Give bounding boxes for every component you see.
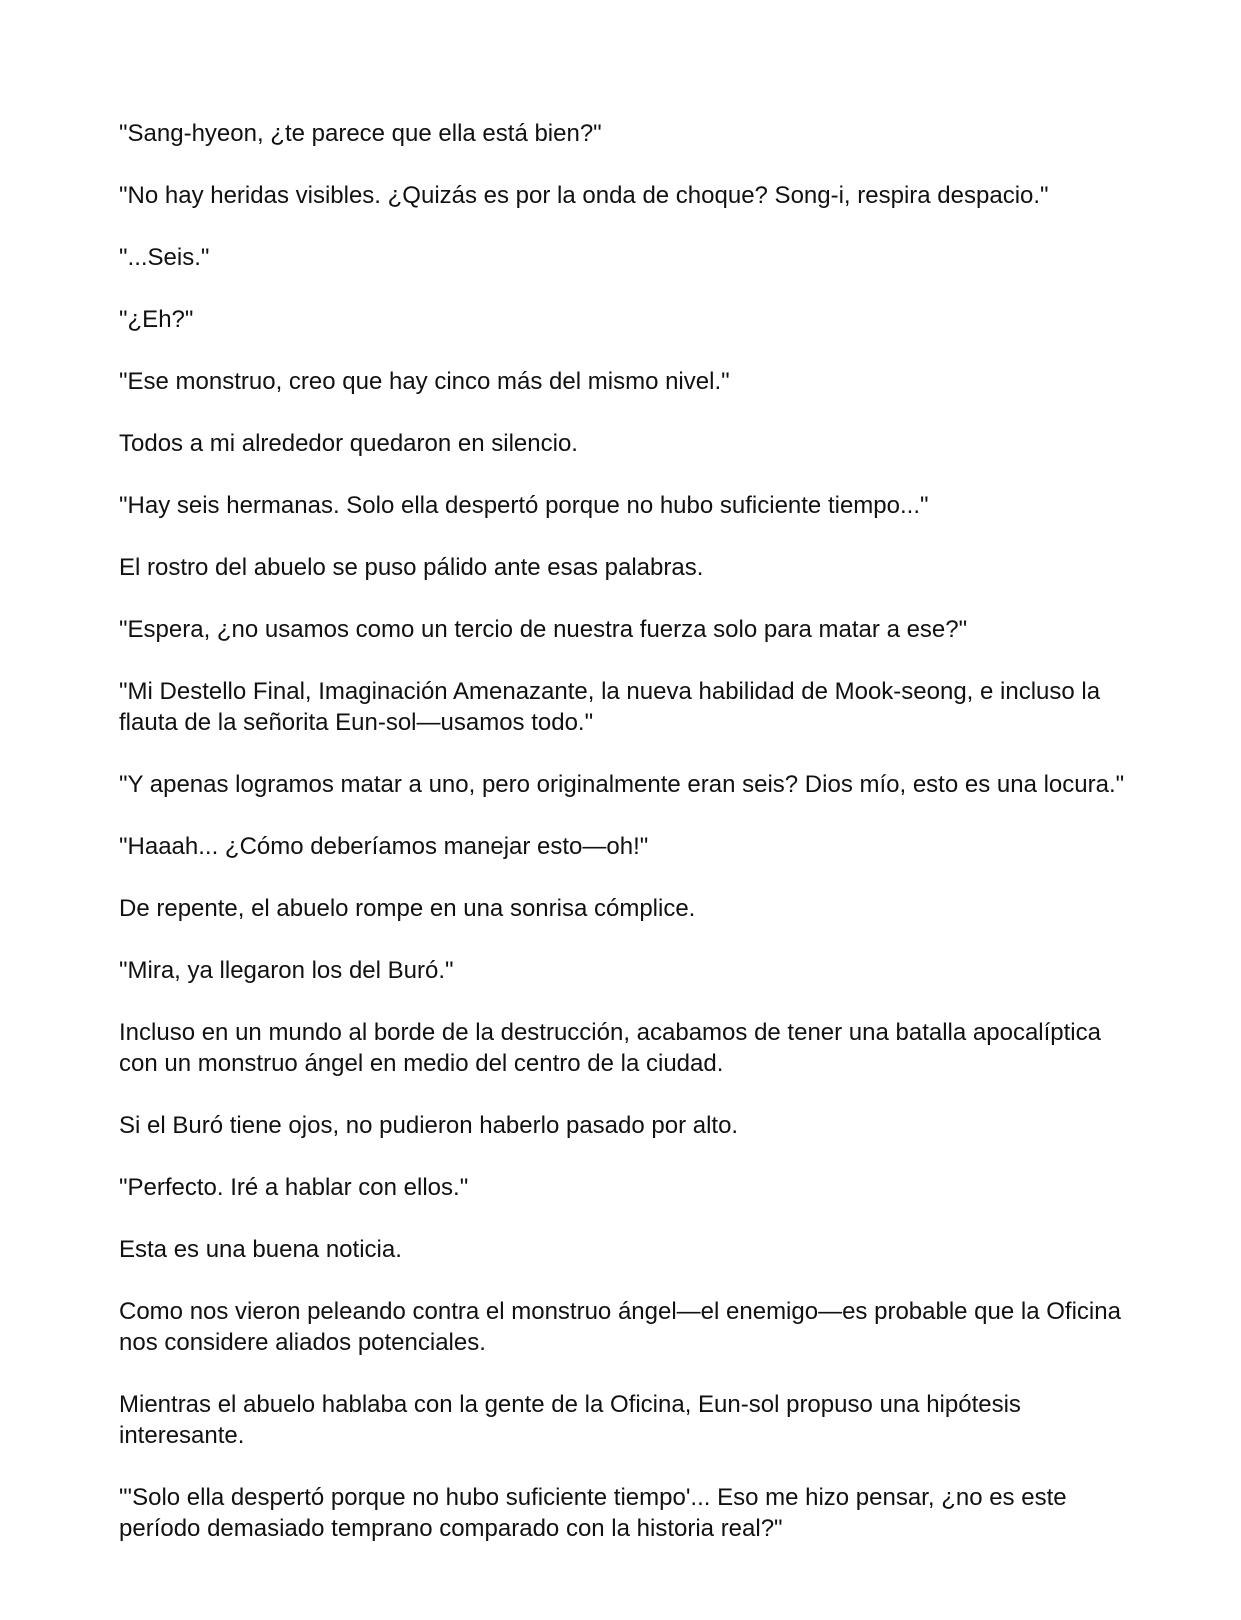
paragraph: Si el Buró tiene ojos, no pudieron haberlo pasado por alto. bbox=[119, 1112, 739, 1139]
paragraph: Mientras el abuelo hablaba con la gente de la Oficina, Eun-sol propuso una hipótesis interesante. bbox=[119, 1391, 1021, 1449]
paragraph: Incluso en un mundo al borde de la destrucción, acabamos de tener una batalla apocalíptica con un monstruo ángel en medio del centro de la ciudad. bbox=[119, 1019, 1101, 1077]
paragraph: "'Solo ella despertó porque no hubo suficiente tiempo'... Eso me hizo pensar, ¿no es este período demasiado temprano comparado con la historia real?" bbox=[119, 1484, 1067, 1542]
paragraph: "Haaah... ¿Cómo deberíamos manejar esto—oh!" bbox=[119, 833, 649, 860]
paragraph: Como nos vieron peleando contra el monstruo ángel—el enemigo—es probable que la Oficina nos considere aliados potenciales. bbox=[119, 1298, 1121, 1356]
paragraph: "¿Eh?" bbox=[119, 306, 194, 333]
paragraph: "No hay heridas visibles. ¿Quizás es por la onda de choque? Song-i, respira despacio." bbox=[119, 182, 1049, 209]
paragraph: "Hay seis hermanas. Solo ella despertó porque no hubo suficiente tiempo..." bbox=[119, 492, 929, 519]
paragraph: El rostro del abuelo se puso pálido ante esas palabras. bbox=[119, 554, 704, 581]
text-body bbox=[119, 118, 1129, 1575]
paragraph: Esta es una buena noticia. bbox=[119, 1236, 402, 1263]
paragraph: "Sang-hyeon, ¿te parece que ella está bien?" bbox=[119, 120, 602, 147]
paragraph: De repente, el abuelo rompe en una sonrisa cómplice. bbox=[119, 895, 696, 922]
paragraph: Todos a mi alrededor quedaron en silencio. bbox=[119, 430, 578, 457]
paragraph: "Mira, ya llegaron los del Buró." bbox=[119, 957, 454, 984]
paragraph: "Ese monstruo, creo que hay cinco más del mismo nivel." bbox=[119, 368, 730, 395]
paragraph: "Espera, ¿no usamos como un tercio de nuestra fuerza solo para matar a ese?" bbox=[119, 616, 968, 643]
paragraph: "Mi Destello Final, Imaginación Amenazante, la nueva habilidad de Mook-seong, e incluso la flauta de la señorita Eun-sol—usamos todo." bbox=[119, 678, 1101, 736]
paragraph: "Perfecto. Iré a hablar con ellos." bbox=[119, 1174, 469, 1201]
paragraph: "Y apenas logramos matar a uno, pero originalmente eran seis? Dios mío, esto es una locura." bbox=[119, 771, 1125, 798]
paragraph: "...Seis." bbox=[119, 244, 210, 271]
